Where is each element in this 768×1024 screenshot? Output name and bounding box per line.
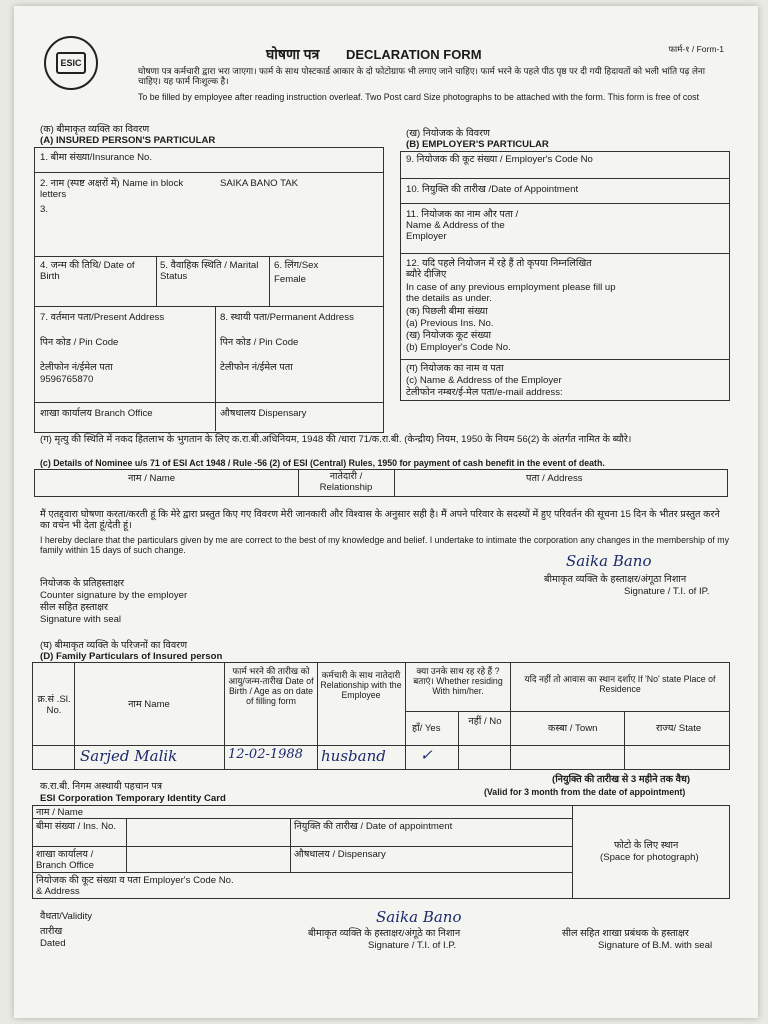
esic-emblem-icon: ESIC <box>56 52 86 74</box>
instruction-hindi: घोषणा पत्र कर्मचारी द्वारा भरा जाएगा। फार्म के साथ पोस्टकार्ड आकार के दो फोटोग्राफ भी लगाए जाने चाहिए। फार्म भरने के पहले पीठ पृष्ठ पर दी गयी हिदायतों को भली भांति पढ़ लेना चाहिए। यह फार्म निःशुल्क है। <box>138 66 706 86</box>
bm-signature-label: Signature of B.M. with seal <box>598 940 713 951</box>
validity-note: (Valid for 3 month from the date of appointment) <box>484 787 686 797</box>
ip-signature-label-hindi: बीमाकृत व्यक्ति के हस्ताक्षर/अंगूठा निशान <box>544 574 687 585</box>
family-name-header: नाम Name <box>128 699 170 710</box>
section-a-heading-hindi: (क) बीमाकृत व्यक्ति का विवरण <box>40 124 150 135</box>
instruction-english: To be filled by employee after reading instruction overleaf. Two Post card Size photographs to be attached with the form. This form is free of cost <box>138 92 700 102</box>
ip-signature: Saika Bano <box>566 552 652 570</box>
previous-ins-label-hindi: (क) पिछली बीमा संख्या <box>406 306 488 317</box>
section-d-heading-hindi: (घ) बीमाकृत व्यक्ति के परिजनों का विवरण <box>40 640 188 651</box>
permanent-phone-label: टेलीफोन नं/ईमेल पता <box>220 362 293 373</box>
residing-no-header: नहीं / No <box>468 716 502 727</box>
previous-ins-label: (a) Previous Ins. No. <box>406 318 494 329</box>
prev-employer-code-hindi: (ख) नियोजक कूट संख्या <box>406 330 491 341</box>
dated-label: Dated <box>40 938 66 949</box>
temp-card-heading-hindi: क.रा.बी. निगम अस्थायी पहचान पत्र <box>40 781 163 792</box>
nominee-relationship-header: नातेदारी / Relationship <box>319 471 373 493</box>
section-c-heading-hindi: (ग) मृत्यु की स्थिति में नकद हितलाभ के भुगतान के लिए क.रा.बी.अधिनियम, 1948 की /धारा 71/क.रा.बी. (केन्द्रीय) नियम, 1950 के नियम 56(2) के अंतर्गत नामित के ब्यौरे। <box>40 434 632 445</box>
card-branch-label: शाखा कार्यालय / Branch Office <box>36 849 94 871</box>
field-3-label: 3. <box>40 204 49 215</box>
sl-no-header: क्र.सं .Sl. No. <box>37 694 71 716</box>
prev-employer-code-label: (b) Employer's Code No. <box>406 342 511 353</box>
previous-employment-label: 12. यदि पहले नियोजन में रहे हैं तो कृपया निम्नलिखित ब्यौरे दीजिए <box>406 258 592 280</box>
permanent-pin-label: पिन कोड / Pin Code <box>220 337 299 348</box>
declaration-english: I hereby declare that the particulars given by me are correct to the best of my knowledge and belief. I undertake to intimate the corporation any changes in the membership of my family within 15 days of such change. <box>40 535 729 555</box>
previous-employment-english: In case of any previous employment please fill up the details as under. <box>406 282 616 304</box>
employer-countersign-hindi: नियोजक के प्रतिहस्ताक्षर <box>40 578 125 589</box>
sex-value[interactable]: Female <box>274 274 306 285</box>
validity-label: वैधता/Validity <box>40 911 93 922</box>
branch-office-label: शाखा कार्यालय Branch Office <box>40 408 153 419</box>
card-ip-signature-hindi: बीमाकृत व्यक्ति के हस्ताक्षर/अंगूठे का निशान <box>308 928 461 939</box>
residing-yes-checkmark[interactable]: ✓ <box>420 746 433 764</box>
photo-space-hindi: फोटो के लिए स्थान <box>614 840 679 851</box>
card-name-label: नाम / Name <box>36 807 84 818</box>
employer-countersign-label: Counter signature by the employer <box>40 590 188 601</box>
employer-code-label: 9. नियोजक की कूट संख्या / Employer's Code No <box>406 154 593 165</box>
esic-logo <box>44 36 98 90</box>
employer-name-address-label: 11. नियोजक का नाम और पता / Name & Address of the Employer <box>406 209 519 242</box>
dispensary-label: औषधालय Dispensary <box>220 408 307 419</box>
validity-note-hindi: (नियुक्ति की तारीख से 3 महीने तक वैध) <box>552 774 691 785</box>
sex-label: 6. लिंग/Sex <box>274 260 319 271</box>
form-number: फार्म-१ / Form-1 <box>668 44 724 54</box>
section-b-heading-hindi: (ख) नियोजक के विवरण <box>406 128 490 139</box>
nominee-address-header: पता / Address <box>526 473 583 484</box>
ip-signature-label: Signature / T.I. of IP. <box>624 586 710 597</box>
card-ip-signature: Saika Bano <box>376 908 462 926</box>
declaration-hindi: मैं एतद्द्वारा घोषणा करता/करती हूं कि मेरे द्वारा प्रस्तुत किए गए विवरण मेरी जानकारी और विश्वास के अनुसार सही है। मैं अपने परिवार के सदस्यों में हुए परिवर्तन की सूचना 15 दिन के भीतर प्रस्तुत करने का वचन भी देता हूं/देती हूं। <box>40 509 720 531</box>
family-member-dob[interactable]: 12-02-1988 <box>228 747 303 762</box>
insurance-no-label: 1. बीमा संख्या/Insurance No. <box>40 152 153 163</box>
seal-signature-label: Signature with seal <box>40 614 122 625</box>
nominee-name-header: नाम / Name <box>128 473 176 484</box>
family-member-relationship[interactable]: husband <box>321 747 386 765</box>
title-hindi: घोषणा पत्र <box>266 46 320 62</box>
card-appointment-label: नियुक्ति की तारीख / Date of appointment <box>294 821 453 832</box>
marital-status-label: 5. वैवाहिक स्थिति / Marital Status <box>160 260 259 282</box>
section-c-heading: (c) Details of Nominee u/s 71 of ESI Act 1948 / Rule -56 (2) of ESI (Central) Rules, 1950 for payment of cash benefit in the event of death. <box>40 458 605 468</box>
name-label: 2. नाम (स्पष्ट अक्षरों में) Name in block letters <box>40 178 184 200</box>
photo-space-label: (Space for photograph) <box>600 852 699 863</box>
prev-employer-name-hindi: (ग) नियोजक का नाम व पता <box>406 363 504 374</box>
place-of-residence-header: यदि नहीं तो आवास का स्थान दर्शाए If 'No' state Place of Residence <box>524 674 716 694</box>
permanent-address-label: 8. स्थायी पता/Permanent Address <box>220 312 354 323</box>
town-header: कस्बा / Town <box>548 723 598 734</box>
state-header: राज्य/ State <box>656 723 702 734</box>
prev-employer-name-label: (c) Name & Address of the Employer <box>406 375 562 386</box>
name-value[interactable]: SAIKA BANO TAK <box>220 178 299 189</box>
card-dispensary-label: औषधालय / Dispensary <box>294 849 386 860</box>
card-ins-no-label: बीमा संख्या / Ins. No. <box>36 821 117 832</box>
dob-age-header: फार्म भरने की तारीख को आयु/जन्म-तारीख Date of Birth / Age as on date of filling form <box>228 666 314 706</box>
present-address-label: 7. वर्तमान पता/Present Address <box>40 312 165 323</box>
temp-card-heading: ESI Corporation Temporary Identity Card <box>40 793 226 804</box>
section-b-heading: (B) EMPLOYER'S PARTICULAR <box>406 139 549 150</box>
residing-header: क्या उनके साथ रह रहे हैं ? बताएं। Whether residing With him/her. <box>413 666 503 696</box>
card-ip-signature-label: Signature / T.I. of I.P. <box>368 940 457 951</box>
seal-signature-hindi: सील सहित हस्ताक्षर <box>40 602 108 613</box>
date-of-appointment-label: 10. नियुक्ति की तारीख /Date of Appointment <box>406 184 579 195</box>
card-employer-code-label: नियोजक की कूट संख्या व पता Employer's Code No. & Address <box>36 875 234 897</box>
prev-employer-contact-label: टेलीफोन नम्बर/ई-मेल पता/e-mail address: <box>406 387 563 398</box>
section-a-heading: (A) INSURED PERSON'S PARTICULAR <box>40 135 216 146</box>
phone-value[interactable]: 9596765870 <box>40 374 94 385</box>
date-of-birth-label: 4. जन्म की तिथि/ Date of Birth <box>40 260 135 282</box>
relationship-header: कर्मचारी के साथ नातेदारी Relationship with the Employee <box>320 670 402 700</box>
bm-signature-hindi: सील सहित शाखा प्रबंधक के हस्ताक्षर <box>562 928 689 939</box>
form-title: DECLARATION FORM <box>346 47 482 62</box>
declaration-form-page <box>14 6 758 1018</box>
residing-yes-header: हाँ/ Yes <box>412 723 441 734</box>
present-pin-label: पिन कोड / Pin Code <box>40 337 119 348</box>
family-member-name[interactable]: Sarjed Malik <box>80 747 178 765</box>
dated-label-hindi: तारीख <box>40 926 63 937</box>
present-phone-label: टेलीफोन नं/ईमेल पता <box>40 362 113 373</box>
section-d-heading: (D) Family Particulars of Insured person <box>40 651 223 662</box>
